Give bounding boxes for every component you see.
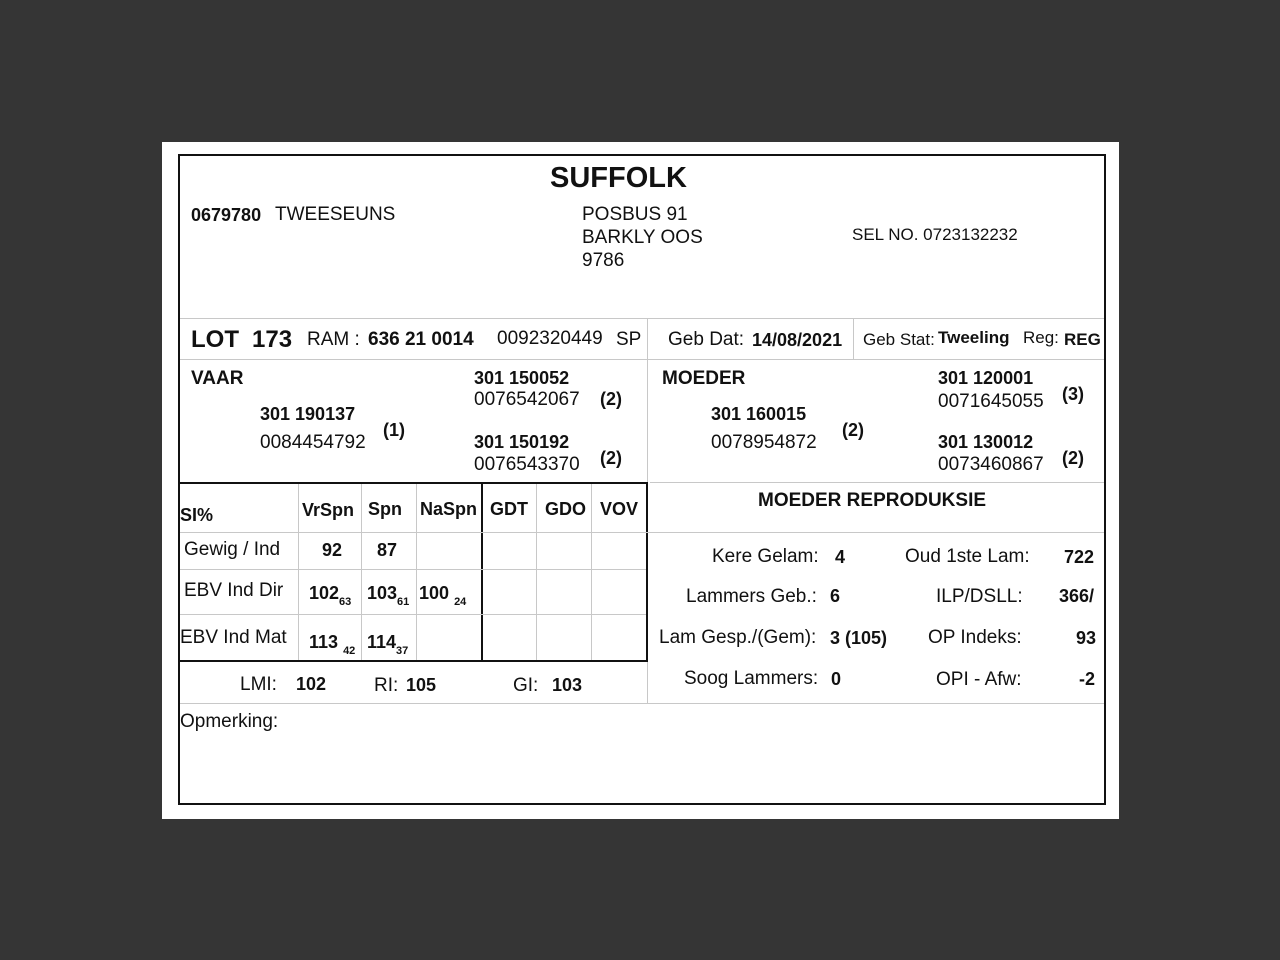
address-line-1: POSBUS 91 [582, 204, 688, 225]
perf-row2-label: EBV Ind Dir [184, 580, 284, 601]
dam-dam-id: 301 130012 [938, 432, 1034, 452]
perf-row2-line [180, 614, 646, 615]
perf-col-spn: Spn [368, 499, 402, 519]
perf-row2-vrspn: $102_{63}$ [309, 583, 352, 608]
birth-status: Tweeling [938, 328, 1010, 347]
repro-ilp-value: 366/ [1059, 586, 1095, 606]
perf-table-right [646, 482, 648, 662]
perf-row1-line [180, 569, 646, 570]
repro-op-label: OP Indeks: [928, 627, 1022, 648]
phone-number: SEL NO. 0723132232 [852, 225, 1018, 244]
dam-sire-grade: (3) [1062, 384, 1084, 404]
perf-col-gdt: GDT [490, 499, 528, 519]
perf-row3-label: EBV Ind Mat [180, 627, 287, 648]
repro-op-value: 93 [1076, 628, 1097, 648]
address-postal-code: 9786 [582, 250, 625, 271]
reg-value: REG [1064, 330, 1101, 349]
sire-label: VAAR [191, 368, 244, 389]
sire-grade: (1) [383, 420, 405, 440]
remarks-label: Opmerking: [180, 711, 279, 732]
birth-date-label: Geb Dat: [668, 329, 745, 350]
perf-col-vrspn: VrSpn [302, 500, 355, 520]
perf-row3-vrspn: 113 $_{42}$ [309, 632, 356, 657]
divider-lot-date [853, 318, 854, 359]
dam-sire-reg: 0071645055 [938, 391, 1044, 412]
divider-lot-bottom [180, 359, 1104, 360]
sire-dam-id: 301 150192 [474, 432, 570, 452]
sire-id: 301 190137 [260, 404, 356, 424]
dam-reg: 0078954872 [711, 432, 817, 453]
perf-table-bottom [180, 660, 648, 662]
perf-col-gdo: GDO [545, 499, 587, 519]
sire-sire-id: 301 150052 [474, 368, 570, 388]
lot-number: 173 [252, 326, 293, 353]
repro-soog-label: Soog Lammers: [684, 668, 819, 689]
repro-lammers-label: Lammers Geb.: [686, 586, 817, 607]
repro-soog-value: 0 [831, 669, 842, 689]
address-line-2: BARKLY OOS [582, 227, 703, 248]
dam-id: 301 160015 [711, 404, 807, 424]
repro-title: MOEDER REPRODUKSIE [758, 490, 987, 511]
perf-col-naspn: NaSpn [420, 499, 478, 519]
lmi-label: LMI: [240, 674, 277, 695]
dam-dam-grade: (2) [1062, 448, 1084, 468]
breed-title: SUFFOLK [550, 162, 687, 194]
perf-col-si: SI% [180, 505, 214, 525]
perf-row2-naspn: 100 $_{24}$ [419, 583, 467, 608]
repro-kere-label: Kere Gelam: [712, 546, 819, 567]
dam-dam-reg: 0073460867 [938, 454, 1044, 475]
perf-row2-spn: $103_{61}$ [367, 583, 410, 608]
owner-name: TWEESEUNS [275, 204, 396, 225]
repro-opi-label: OPI - Afw: [936, 669, 1022, 690]
repro-lammers-value: 6 [830, 586, 841, 606]
repro-oud-value: 722 [1064, 547, 1095, 567]
dam-grade: (2) [842, 420, 864, 440]
ri-label: RI: [374, 675, 399, 696]
ram-id: 636 21 0014 [368, 329, 474, 350]
gi-label: GI: [513, 675, 539, 696]
sire-dam-reg: 0076543370 [474, 454, 580, 475]
perf-table-top [180, 482, 648, 484]
perf-row1-spn: 87 [377, 540, 398, 560]
reg-label: Reg: [1023, 328, 1059, 347]
sire-sire-reg: 0076542067 [474, 389, 580, 410]
perf-col-vov: VOV [600, 499, 639, 519]
repro-kere-value: 4 [835, 547, 846, 567]
repro-top-line [650, 482, 1104, 483]
repro-ilp-label: ILP/DSLL: [936, 586, 1023, 607]
owner-number: 0679780 [191, 205, 262, 225]
birth-status-label: Geb Stat: [863, 330, 935, 349]
divider-header-bottom [180, 318, 1104, 319]
birth-date: 14/08/2021 [752, 330, 843, 350]
index-row-bottom [180, 703, 1104, 704]
perf-col-line-5 [591, 484, 592, 660]
ram-reg-number: 0092320449 [497, 328, 603, 349]
dam-sire-id: 301 120001 [938, 368, 1034, 388]
repro-gesp-value: 3 (105) [830, 628, 888, 648]
lot-label: LOT [191, 326, 239, 353]
perf-header-line [180, 532, 1104, 533]
sp-label: SP [616, 329, 642, 350]
ram-label: RAM : [307, 329, 360, 350]
catalogue-card-frame [178, 154, 1106, 805]
sire-sire-grade: (2) [600, 389, 622, 409]
repro-oud-label: Oud 1ste Lam: [905, 546, 1030, 567]
perf-col-line-2 [361, 484, 362, 660]
gi-value: 103 [552, 675, 583, 695]
repro-opi-value: -2 [1079, 669, 1096, 689]
perf-table-divider [481, 482, 483, 662]
sire-dam-grade: (2) [600, 448, 622, 468]
lmi-value: 102 [296, 674, 327, 694]
ri-value: 105 [406, 675, 437, 695]
repro-gesp-label: Lam Gesp./(Gem): [659, 627, 817, 648]
perf-row1-label: Gewig / Ind [184, 539, 281, 560]
perf-col-line-4 [536, 484, 537, 660]
dam-label: MOEDER [662, 368, 746, 389]
perf-row3-spn: $114_{37}$ [367, 632, 409, 657]
perf-row1-vrspn: 92 [322, 540, 343, 560]
perf-col-line-3 [416, 484, 417, 660]
perf-col-line-1 [298, 484, 299, 660]
sire-reg: 0084454792 [260, 432, 366, 453]
